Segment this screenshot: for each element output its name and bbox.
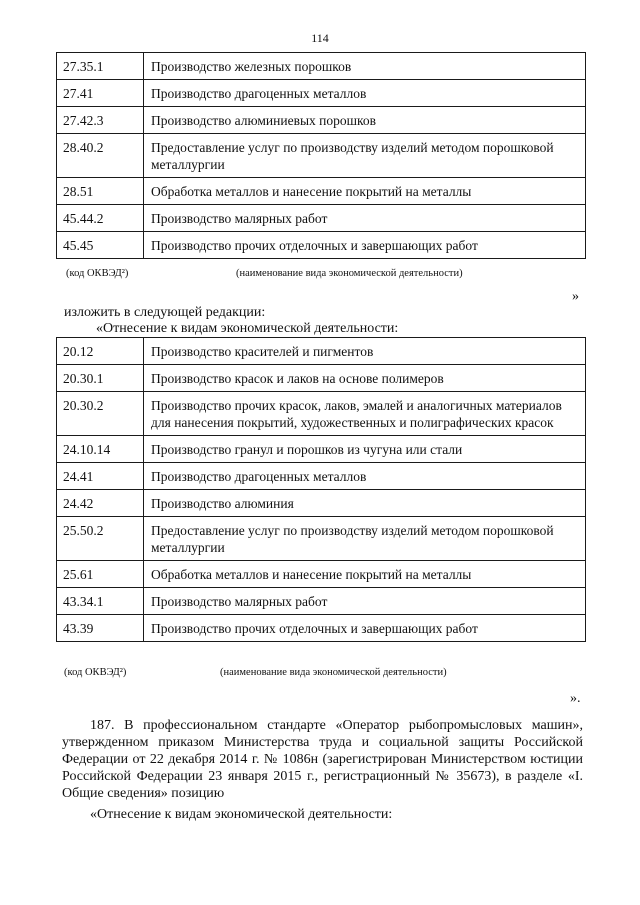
activity-name: Производство прочих красок, лаков, эмалей и аналогичных материалов для нанесения покрытий, художественных и полиграфических красок: [144, 392, 586, 436]
activity-name: Производство красителей и пигментов: [144, 338, 586, 365]
table-1-row: [57, 80, 586, 107]
okved-table-new: [56, 337, 586, 642]
table-1-row: [57, 53, 586, 80]
table-2-row: [57, 561, 586, 588]
activity-name: Производство красок и лаков на основе полимеров: [144, 365, 586, 392]
activity-name: Производство гранул и порошков из чугуна или стали: [144, 436, 586, 463]
paragraph-187-text: 187. В профессиональном стандарте «Оператор рыбопромысловых машин», утвержденном приказом Министерства труда и социальной защиты Российской Федерации от 22 декабря 2014 г. № 1086н (зарегистрирован Министерством юстиции Российской Федерации 23 января 2015 г., регистрационный № 35673), в разделе «I. Общие сведения» позицию: [62, 718, 583, 801]
okved-code: 20.30.2: [57, 392, 144, 436]
table-1-row: [57, 205, 586, 232]
okved-code: 28.51: [57, 178, 144, 205]
activity-name: Обработка металлов и нанесение покрытий на металлы: [144, 561, 586, 588]
okved-code: 24.42: [57, 490, 144, 517]
table-2-row: [57, 463, 586, 490]
table-2-caption-name: (наименование вида экономической деятельности): [220, 667, 447, 678]
table-2-row: [57, 615, 586, 642]
table-1-closing-quote: »: [572, 289, 579, 304]
activity-name: Производство алюминия: [144, 490, 586, 517]
okved-code: 25.50.2: [57, 517, 144, 561]
last-line: «Отнесение к видам экономической деятельности:: [90, 807, 393, 822]
table-1-caption-code: (код ОКВЭД²): [66, 268, 129, 279]
activity-name: Производство прочих отделочных и завершающих работ: [144, 615, 586, 642]
okved-code: 27.41: [57, 80, 144, 107]
table-1-row: [57, 178, 586, 205]
table-2-row: [57, 490, 586, 517]
okved-code: 45.44.2: [57, 205, 144, 232]
table-2-row: [57, 365, 586, 392]
okved-code: 43.34.1: [57, 588, 144, 615]
table-2-closing-quote: ».: [570, 691, 581, 706]
activity-name: Предоставление услуг по производству изделий методом порошковой металлургии: [144, 134, 586, 178]
activity-name: Производство драгоценных металлов: [144, 463, 586, 490]
table-2-row: [57, 338, 586, 365]
page-number: 114: [311, 31, 329, 45]
activity-name: Производство драгоценных металлов: [144, 80, 586, 107]
activity-name: Производство прочих отделочных и завершающих работ: [144, 232, 586, 259]
table-1-row: [57, 232, 586, 259]
okved-code: 25.61: [57, 561, 144, 588]
table-2-row: [57, 392, 586, 436]
table-2-row: [57, 436, 586, 463]
activity-name: Предоставление услуг по производству изделий методом порошковой металлургии: [144, 517, 586, 561]
table-1-caption-name: (наименование вида экономической деятельности): [236, 268, 463, 279]
okved-code: 24.10.14: [57, 436, 144, 463]
okved-code: 43.39: [57, 615, 144, 642]
okved-code: 20.30.1: [57, 365, 144, 392]
okved-code: 27.35.1: [57, 53, 144, 80]
table-2-heading: «Отнесение к видам экономической деятельности:: [96, 321, 399, 336]
activity-name: Производство алюминиевых порошков: [144, 107, 586, 134]
table-2-caption-code: (код ОКВЭД²): [64, 667, 127, 678]
okved-code: 28.40.2: [57, 134, 144, 178]
activity-name: Производство малярных работ: [144, 588, 586, 615]
activity-name: Обработка металлов и нанесение покрытий на металлы: [144, 178, 586, 205]
okved-code: 24.41: [57, 463, 144, 490]
activity-name: Производство железных порошков: [144, 53, 586, 80]
activity-name: Производство малярных работ: [144, 205, 586, 232]
okved-code: 27.42.3: [57, 107, 144, 134]
instruction-text: изложить в следующей редакции:: [64, 305, 266, 320]
table-2-row: [57, 588, 586, 615]
table-1-row: [57, 134, 586, 178]
table-1-row: [57, 107, 586, 134]
okved-table-old: [56, 52, 586, 259]
okved-code: 20.12: [57, 338, 144, 365]
table-2-row: [57, 517, 586, 561]
paragraph-187: [62, 717, 583, 802]
okved-code: 45.45: [57, 232, 144, 259]
